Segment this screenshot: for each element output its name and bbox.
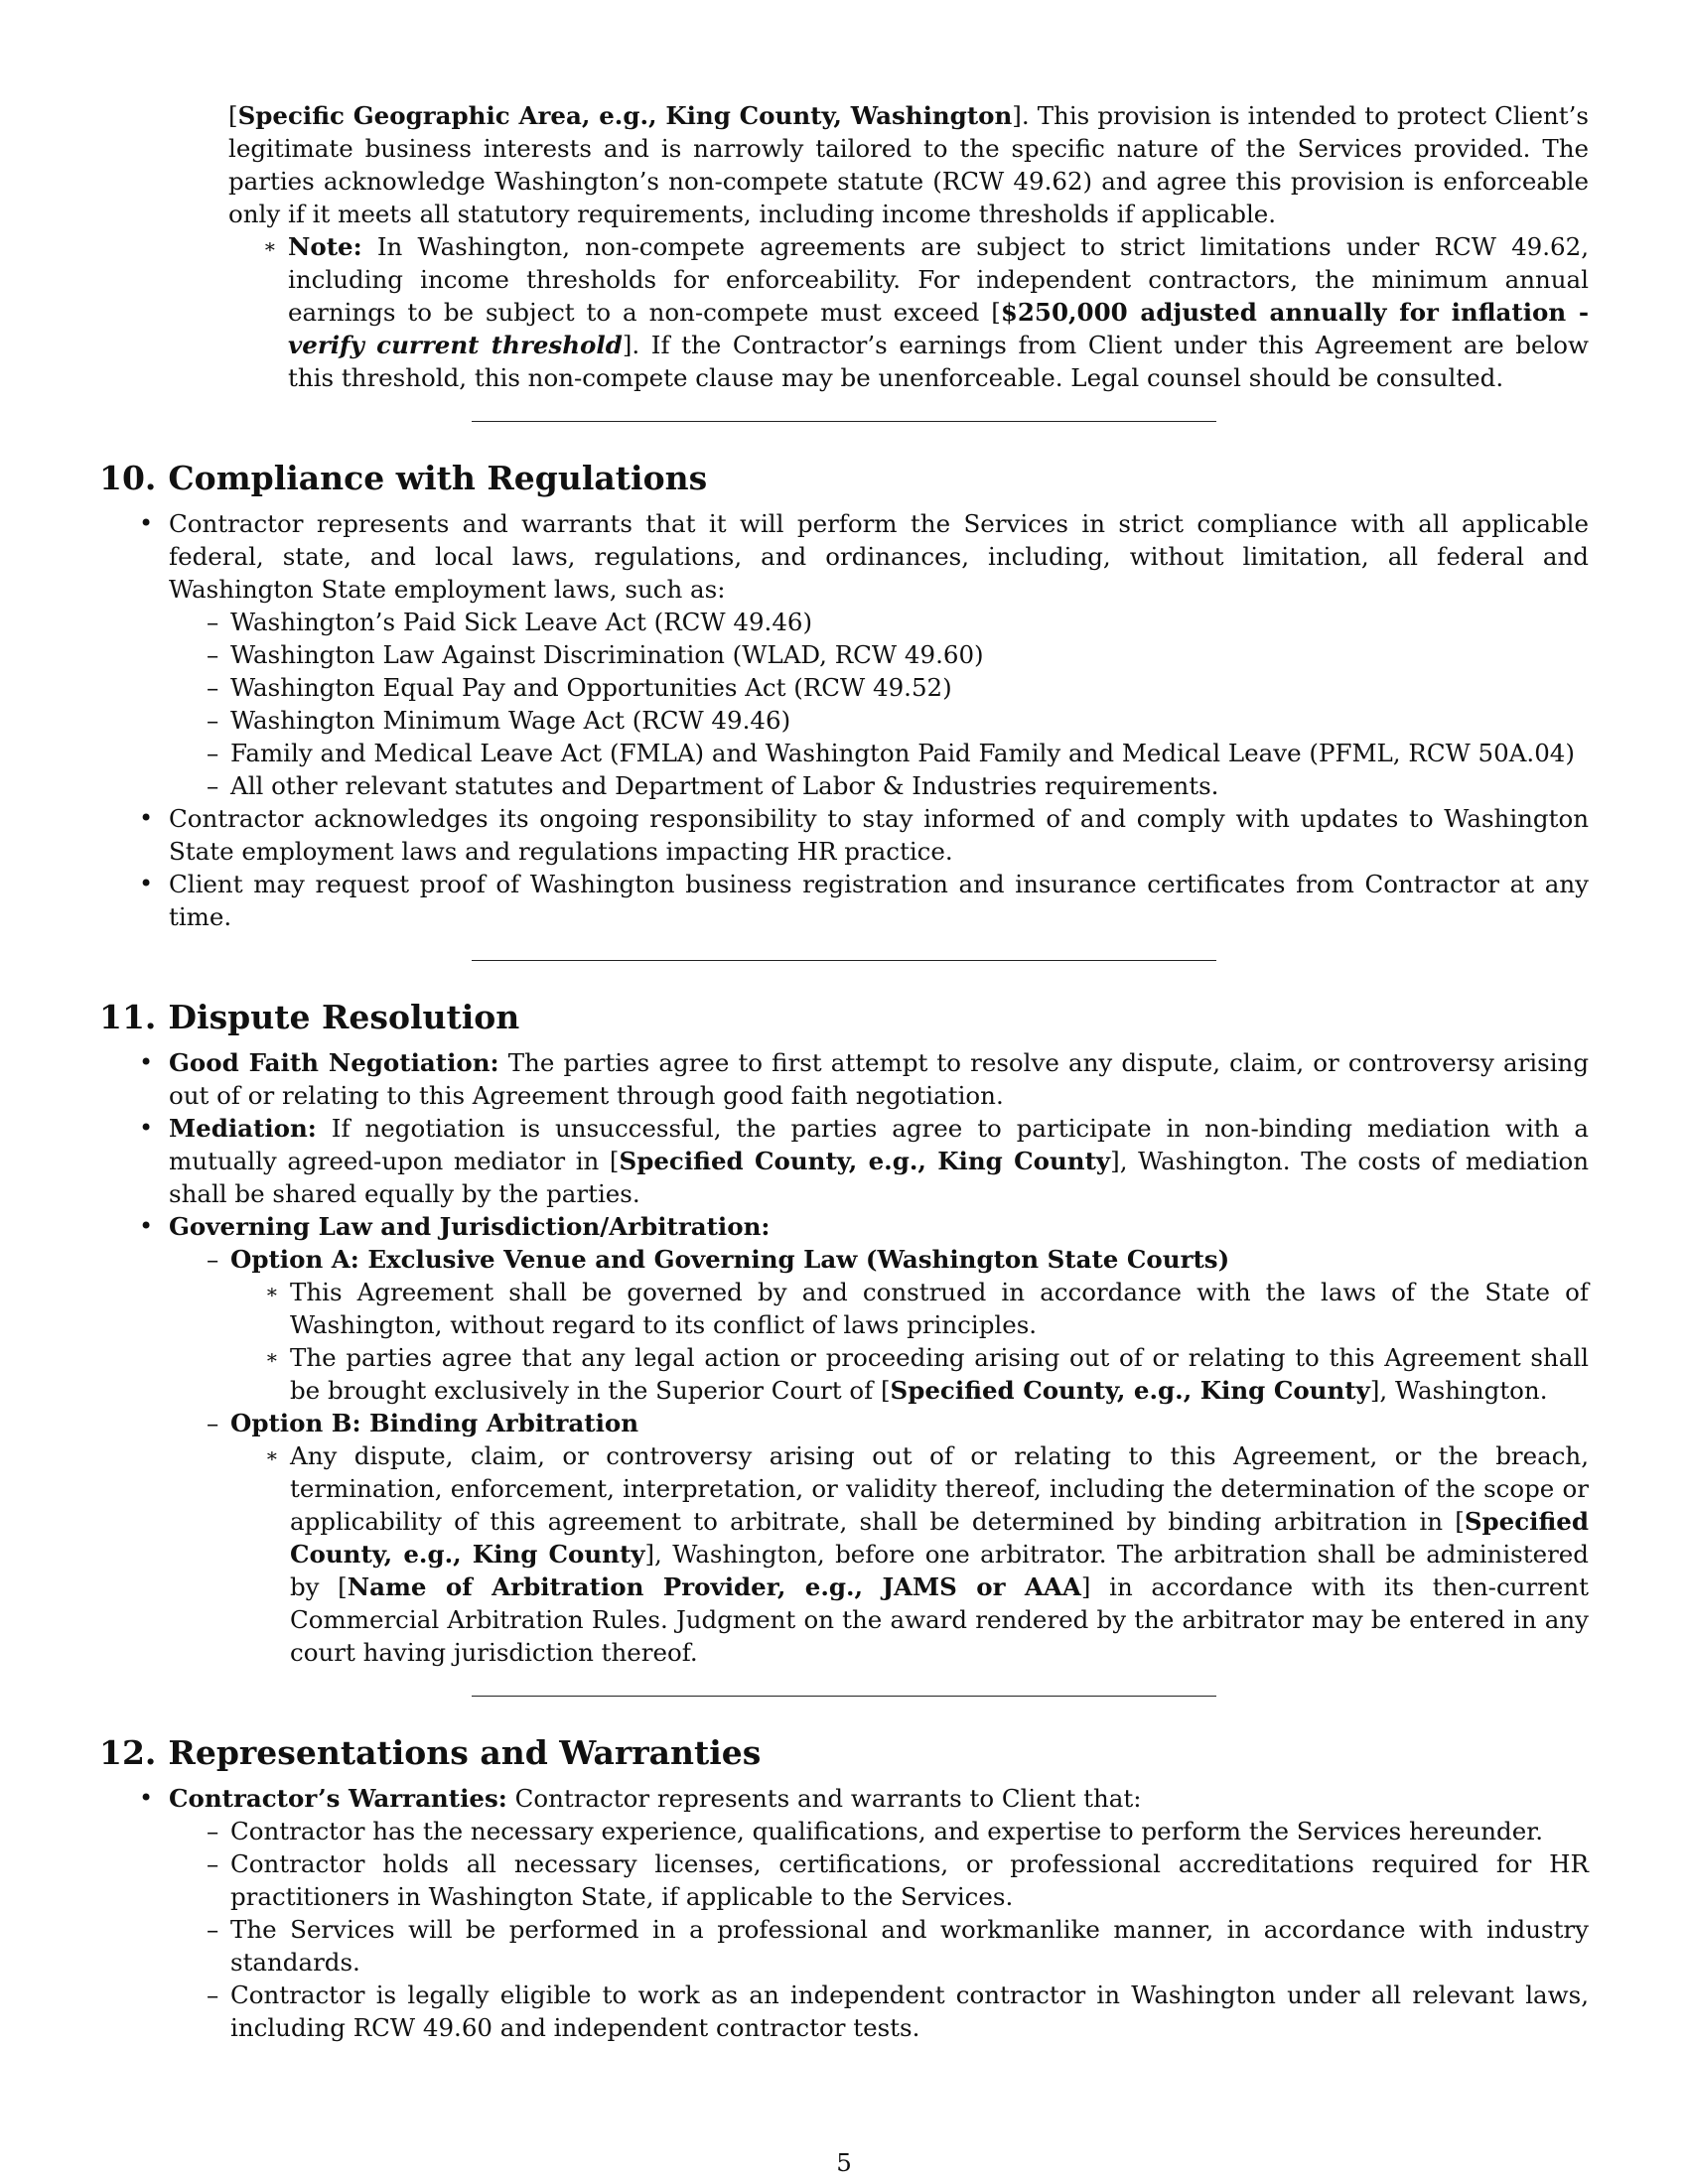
option-a: – Option A: Exclusive Venue and Governing Law (Washington State Courts) ∗ This Agreement shall be governed by and construed in accordance with the laws of the State of Washington, without regard to its conflict of laws principles. ∗ The parties agree that any legal action or proceeding arising out of or relating to this Agreement shall be brought exclusively in the Superior Court of [Specified County, e.g., King County], Washington. <box>169 1243 1589 1407</box>
page-content <box>99 99 1589 2044</box>
section-divider <box>472 421 1216 422</box>
geographic-area-placeholder: Specific Geographic Area, e.g., King County, Washington <box>237 101 1013 130</box>
section-11-list <box>99 1046 1589 1669</box>
note-label: Note: <box>288 232 362 261</box>
warranties-list <box>169 1815 1589 2044</box>
section-10-heading: 10. Compliance with Regulations <box>99 459 708 497</box>
list-item: • Governing Law and Jurisdiction/Arbitration: – Option A: Exclusive Venue and Governing Law (Washington State Courts) ∗ This Agreement shall be governed by and construed in accordance with the laws of the State of Washington, without regard to its conflict of laws principles. ∗ The parties agree that any legal action or proceeding arising out of or relating to this Agreement shall be brought exclusively in the Superior Court of [Specified County, e.g., King County], Washington. – Option B: Binding Arbitration ∗ Any dispute, claim, or controversy arising out of or relating to this Agreement, or the breach, termination, enforcement, interpretation, or validity thereof, including the determination of the scope or applicability of this agreement to arbitrate, shall be determined by binding arbitration in [Specified County, e.g., King County], Washington, before one arbitrator. The arbitration shall be administered by [Name of Arbitration Provider, e.g., JAMS or AAA] in accordance with its then-current Commercial Arbitration Rules. Judgment on the award rendered by the arbitrator may be entered in any court having jurisdiction thereof. <box>99 1210 1589 1669</box>
noncompete-note: ∗ Note: In Washington, non-compete agreements are subject to strict limitations under RCW 49.62, including income thresholds for enforceability. For independent contractors, the minimum annual earnings to be subject to a non-compete must exceed [$250,000 adjusted annually for inflation - verify current threshold]. If the Contractor’s earnings from Client under this Agreement are below this threshold, this non-compete clause may be unenforceable. Legal counsel should be consulted. <box>228 230 1589 394</box>
list-item: • Client may request proof of Washington business registration and insurance certificates from Contractor at any time. <box>99 868 1589 933</box>
noncompete-continuation: [Specific Geographic Area, e.g., King County, Washington]. This provision is intended to protect Client’s legitimate business interests and is narrowly tailored to the specific nature of the Services provided. The parties acknowledge Washington’s non-compete statute (RCW 49.62) and agree this provision is enforceable only if it meets all statutory requirements, including income thresholds if applicable. <box>228 101 1589 228</box>
list-item: • Good Faith Negotiation: The parties agree to first attempt to resolve any dispute, claim, or controversy arising out of or relating to this Agreement through good faith negotiation. <box>99 1046 1589 1112</box>
option-b: – Option B: Binding Arbitration ∗ Any dispute, claim, or controversy arising out of or relating to this Agreement, or the breach, termination, enforcement, interpretation, or validity thereof, including the determination of the scope or applicability of this agreement to arbitrate, shall be determined by binding arbitration in [Specified County, e.g., King County], Washington, before one arbitrator. The arbitration shall be administered by [Name of Arbitration Provider, e.g., JAMS or AAA] in accordance with its then-current Commercial Arbitration Rules. Judgment on the award rendered by the arbitrator may be entered in any court having jurisdiction thereof. <box>169 1407 1589 1669</box>
section-11-heading: 11. Dispute Resolution <box>99 998 520 1036</box>
list-item: • Contractor represents and warrants that it will perform the Services in strict compliance with all applicable federal, state, and local laws, regulations, and ordinances, including, without limitation, all federal and Washington State employment laws, such as: – Washington’s Paid Sick Leave Act (RCW 49.46) – Washington Law Against Discrimination (WLAD, RCW 49.60) – Washington Equal Pay and Opportunities Act (RCW 49.52) – Washington Minimum Wage Act (RCW 49.46) – Family and Medical Leave Act (FMLA) and Washington Paid Family and Medical Leave (PFML, RCW 50A.04) – All other relevant statutes and Department of Labor & Industries requirements. <box>99 507 1589 802</box>
law-item: – Washington Law Against Discrimination (WLAD, RCW 49.60) <box>169 638 1589 671</box>
section-12-list <box>99 1782 1589 2044</box>
section-divider <box>472 1696 1216 1697</box>
laws-list <box>169 606 1589 802</box>
list-item: • Contractor’s Warranties: Contractor represents and warrants to Client that: – Contractor has the necessary experience, qualifications, and expertise to perform the Services hereunder. – Contractor holds all necessary licenses, certifications, or professional accreditations required for HR practitioners in Washington State, if applicable to the Services. – The Services will be performed in a professional and workmanlike manner, in accordance with industry standards. – Contractor is legally eligible to work as an independent contractor in Washington under all relevant laws, including RCW 49.60 and independent contractor tests. <box>99 1782 1589 2044</box>
options-list <box>169 1243 1589 1669</box>
law-item: – Washington Equal Pay and Opportunities Act (RCW 49.52) <box>169 671 1589 704</box>
law-item: – Washington Minimum Wage Act (RCW 49.46) <box>169 704 1589 737</box>
option-a-list <box>230 1276 1589 1407</box>
section-divider <box>472 960 1216 961</box>
list-item: • Mediation: If negotiation is unsuccessful, the parties agree to participate in non-binding mediation with a mutually agreed-upon mediator in [Specified County, e.g., King County], Washington. The costs of mediation shall be shared equally by the parties. <box>99 1112 1589 1210</box>
list-item: ∗ This Agreement shall be governed by and construed in accordance with the laws of the State of Washington, without regard to its conflict of laws principles. <box>230 1276 1589 1341</box>
law-item: – Family and Medical Leave Act (FMLA) and Washington Paid Family and Medical Leave (PFML, RCW 50A.04) <box>169 737 1589 769</box>
threshold-placeholder: $250,000 adjusted annually for inflation - verify current threshold <box>288 298 1589 359</box>
warranty-item: – Contractor is legally eligible to work as an independent contractor in Washington under all relevant laws, including RCW 49.60 and independent contractor tests. <box>169 1979 1589 2044</box>
list-item: ∗ Any dispute, claim, or controversy arising out of or relating to this Agreement, or the breach, termination, enforcement, interpretation, or validity thereof, including the determination of the scope or applicability of this agreement to arbitrate, shall be determined by binding arbitration in [Specified County, e.g., King County], Washington, before one arbitrator. The arbitration shall be administered by [Name of Arbitration Provider, e.g., JAMS or AAA] in accordance with its then-current Commercial Arbitration Rules. Judgment on the award rendered by the arbitrator may be entered in any court having jurisdiction thereof. <box>230 1439 1589 1669</box>
option-b-list <box>230 1439 1589 1669</box>
section-12-heading: 12. Representations and Warranties <box>99 1733 762 1772</box>
list-item: • Contractor acknowledges its ongoing responsibility to stay informed of and comply with updates to Washington State employment laws and regulations impacting HR practice. <box>99 802 1589 868</box>
warranty-item: – Contractor has the necessary experience, qualifications, and expertise to perform the Services hereunder. <box>169 1815 1589 1847</box>
note-list <box>228 230 1589 394</box>
list-item: ∗ The parties agree that any legal action or proceeding arising out of or relating to this Agreement shall be brought exclusively in the Superior Court of [Specified County, e.g., King County], Washington. <box>230 1341 1589 1407</box>
law-item: – All other relevant statutes and Department of Labor & Industries requirements. <box>169 769 1589 802</box>
section-10-list <box>99 507 1589 933</box>
law-item: – Washington’s Paid Sick Leave Act (RCW 49.46) <box>169 606 1589 638</box>
page-number: 5 <box>836 2148 852 2177</box>
warranty-item: – Contractor holds all necessary licenses, certifications, or professional accreditations required for HR practitioners in Washington State, if applicable to the Services. <box>169 1847 1589 1913</box>
warranty-item: – The Services will be performed in a professional and workmanlike manner, in accordance with industry standards. <box>169 1913 1589 1979</box>
